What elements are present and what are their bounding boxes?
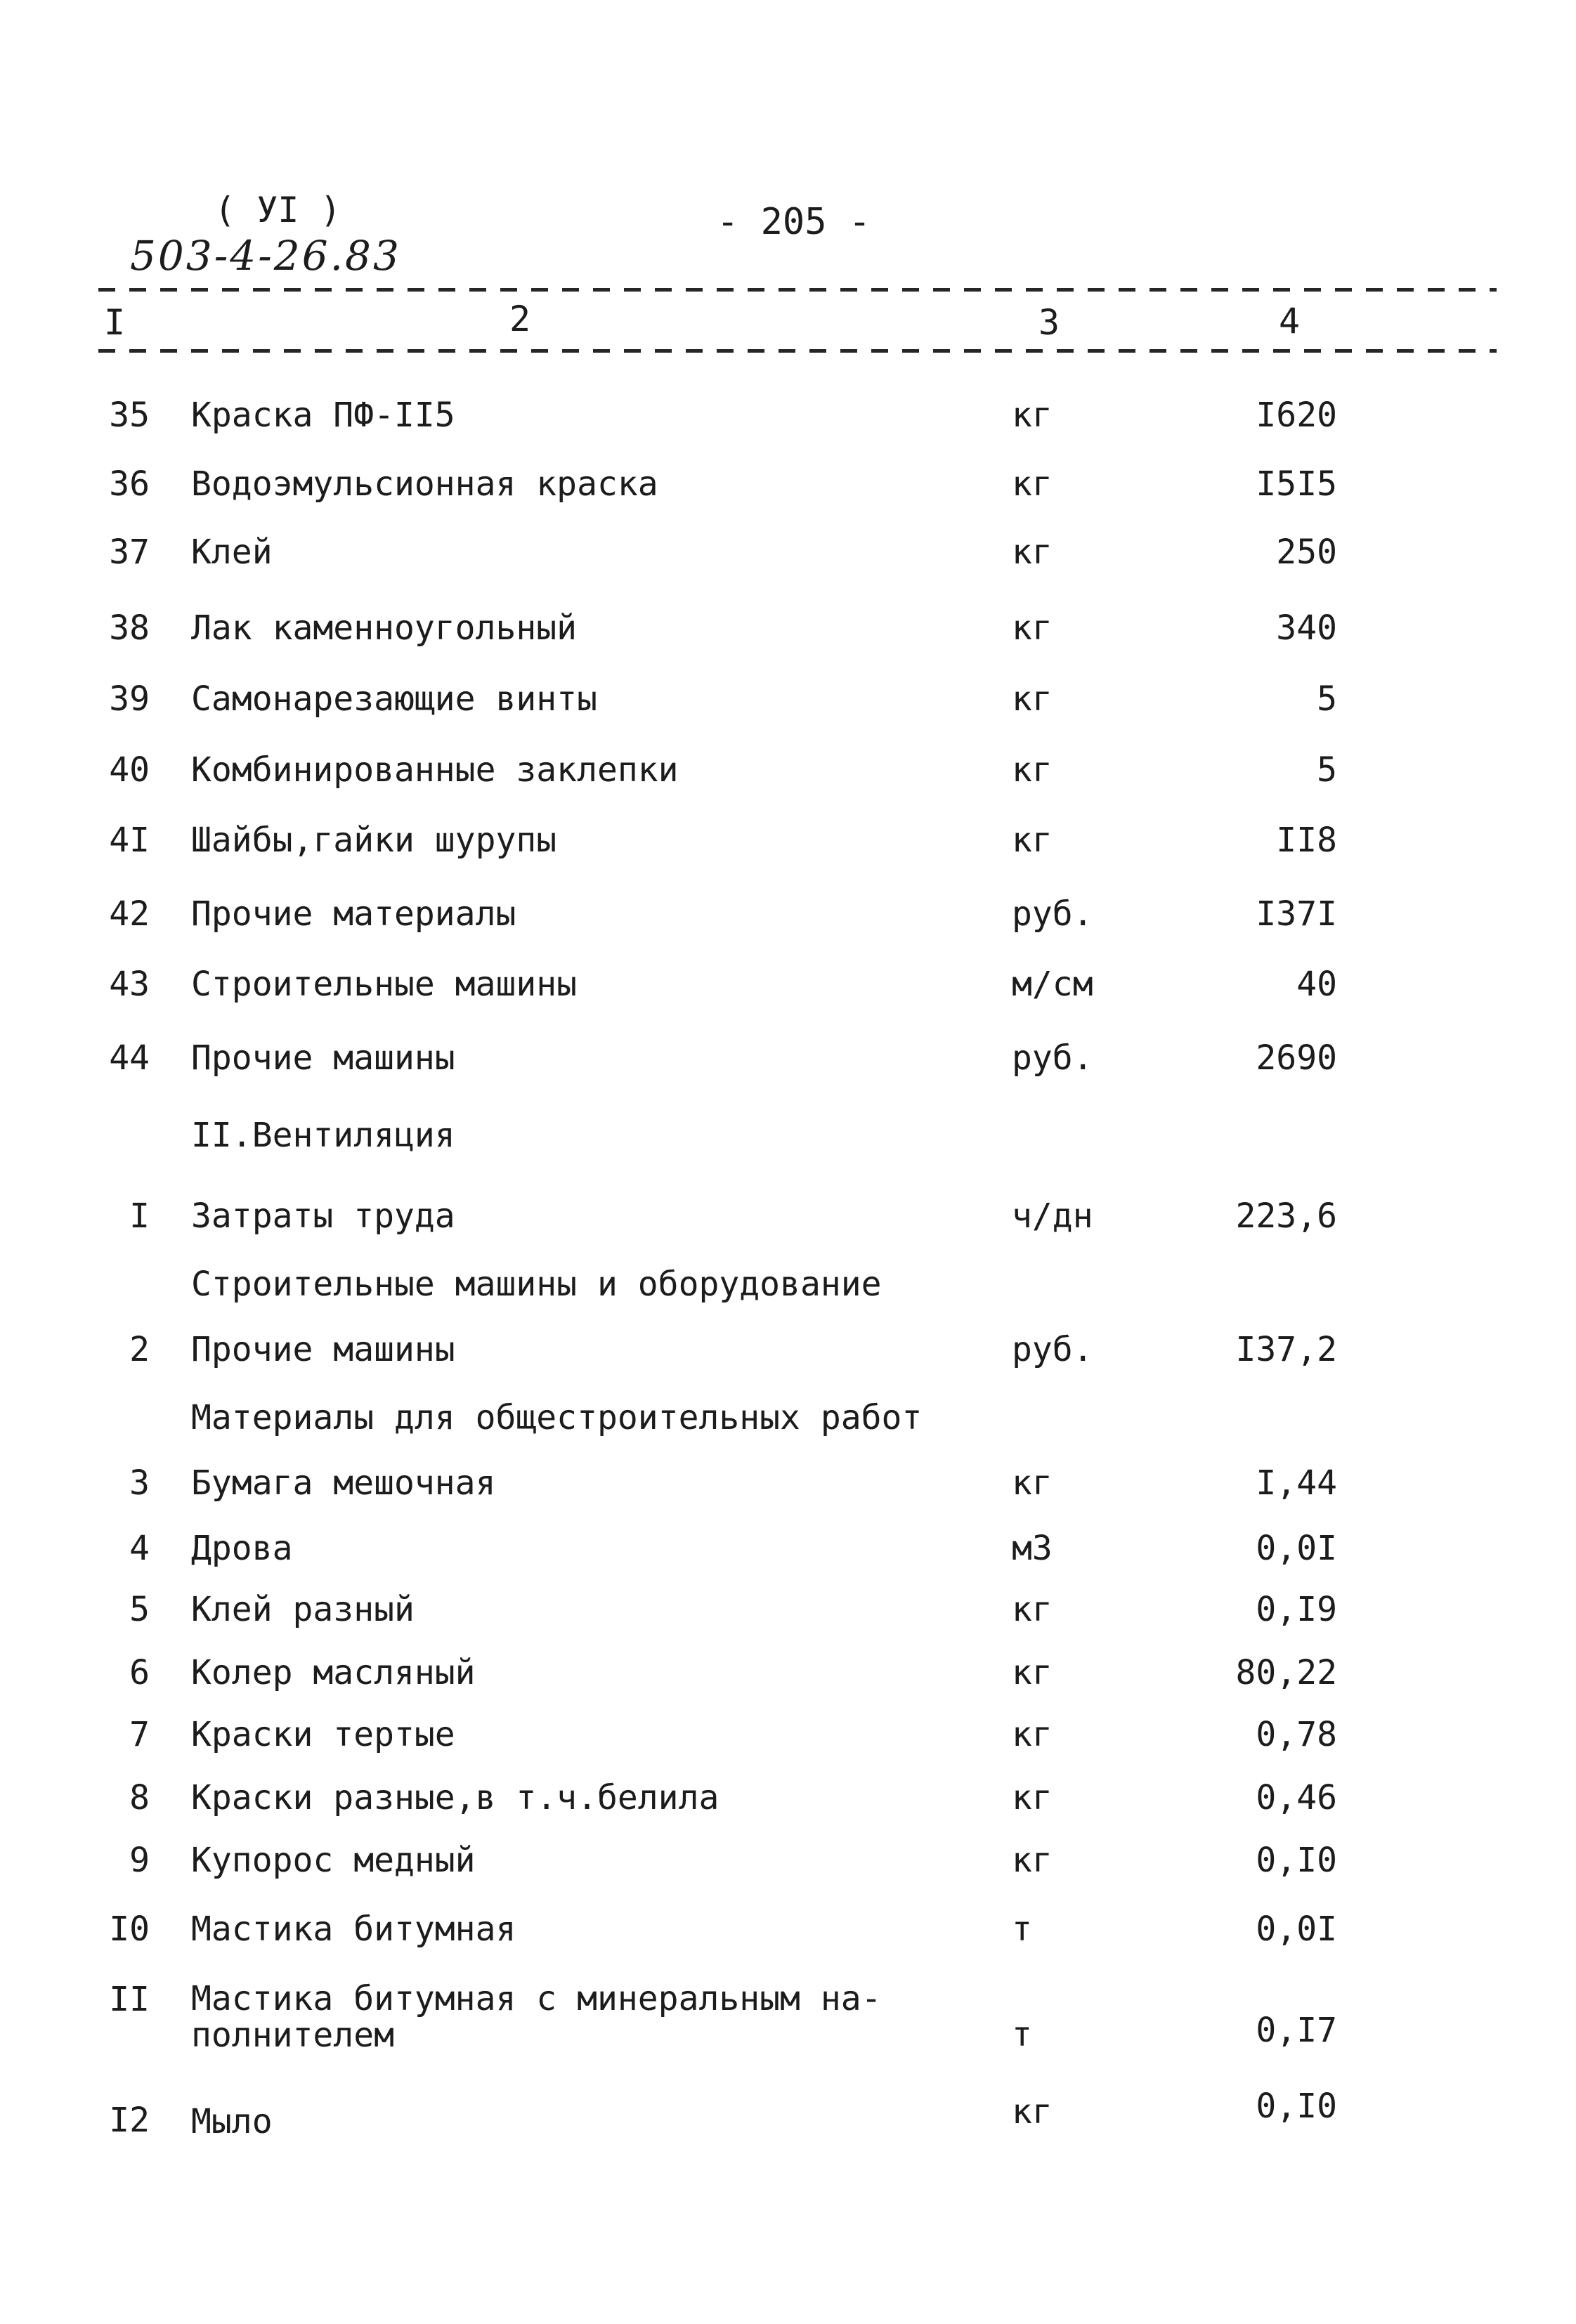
table-row bbox=[0, 1465, 1576, 1521]
row-unit: кг bbox=[1012, 750, 1053, 790]
table-row bbox=[0, 1842, 1576, 1898]
row-unit: т bbox=[1012, 1910, 1032, 1949]
row-quantity: I620 bbox=[1256, 396, 1337, 435]
row-quantity: 0,46 bbox=[1256, 1778, 1337, 1817]
row-name: Затраты труда bbox=[191, 1196, 455, 1236]
series-code: 503-4-26.83 bbox=[130, 232, 401, 280]
table-row bbox=[0, 1716, 1576, 1773]
row-quantity: 223,6 bbox=[1235, 1196, 1337, 1236]
row-number: 42 bbox=[109, 894, 150, 934]
row-name: Бумага мешочная bbox=[191, 1463, 496, 1503]
row-name: Самонарезающие винты bbox=[191, 679, 597, 719]
section-heading-materials: Материалы для общестроительных работ bbox=[191, 1398, 923, 1437]
row-name: Краска ПФ-II5 bbox=[191, 396, 455, 435]
table-row bbox=[0, 1530, 1576, 1586]
section-heading-ventilation: II.Вентиляция bbox=[191, 1116, 455, 1155]
row-number: 37 bbox=[109, 533, 150, 572]
table-row bbox=[0, 397, 1576, 453]
row-name: Краски тертые bbox=[191, 1715, 455, 1754]
row-name: Купорос медный bbox=[191, 1841, 476, 1880]
row-number: II bbox=[109, 1980, 150, 2019]
row-unit: м/см bbox=[1012, 965, 1093, 1004]
table-row bbox=[0, 1040, 1576, 1096]
row-unit: кг bbox=[1012, 464, 1053, 504]
row-number: I bbox=[129, 1196, 150, 1236]
row-name: Прочие машины bbox=[191, 1330, 455, 1369]
table-row bbox=[0, 1331, 1576, 1388]
row-number: 3 bbox=[129, 1463, 150, 1503]
column-header-4: 4 bbox=[1279, 301, 1301, 341]
table-row bbox=[0, 681, 1576, 737]
row-number: 35 bbox=[109, 396, 150, 435]
column-header-1: I bbox=[104, 302, 126, 343]
column-header-3: 3 bbox=[1038, 302, 1060, 343]
row-unit: руб. bbox=[1012, 1038, 1093, 1078]
header-rule-bottom bbox=[98, 349, 1497, 353]
row-quantity: I,44 bbox=[1256, 1463, 1337, 1503]
row-number: I0 bbox=[109, 1910, 150, 1949]
row-name-line-1: Мастика битумная с минеральным на- bbox=[191, 1979, 882, 2018]
row-number: 38 bbox=[109, 608, 150, 648]
page-number: - 205 - bbox=[717, 201, 871, 243]
row-unit: кг bbox=[1012, 679, 1053, 719]
row-unit: кг bbox=[1012, 1653, 1053, 1692]
row-unit: руб. bbox=[1012, 894, 1093, 934]
row-unit: кг bbox=[1012, 1590, 1053, 1629]
row-unit: кг bbox=[1012, 533, 1053, 572]
row-name: Дрова bbox=[191, 1529, 293, 1568]
section-heading-machines: Строительные машины и оборудование bbox=[191, 1265, 882, 1304]
row-unit: кг bbox=[1012, 2092, 1053, 2132]
row-quantity: II8 bbox=[1276, 821, 1337, 860]
row-quantity: I37,2 bbox=[1235, 1330, 1337, 1369]
table-row bbox=[0, 2087, 1576, 2150]
row-number: 8 bbox=[129, 1778, 150, 1817]
row-number: 2 bbox=[129, 1330, 150, 1369]
row-name: Прочие машины bbox=[191, 1038, 455, 1078]
row-quantity: 0,I7 bbox=[1256, 2011, 1337, 2050]
row-quantity: 5 bbox=[1317, 679, 1337, 719]
row-name: Мастика битумная bbox=[191, 1910, 516, 1949]
row-number: 43 bbox=[109, 965, 150, 1004]
row-name: Шайбы,гайки шурупы bbox=[191, 821, 557, 860]
row-name: Строительные машины bbox=[191, 965, 578, 1004]
row-quantity: 0,0I bbox=[1256, 1910, 1337, 1949]
row-number: 7 bbox=[129, 1715, 150, 1754]
row-quantity: 0,I0 bbox=[1256, 2087, 1337, 2126]
row-unit: кг bbox=[1012, 1715, 1053, 1754]
row-name: Краски разные,в т.ч.белила bbox=[191, 1778, 719, 1817]
row-name: Клей bbox=[191, 533, 273, 572]
row-quantity: I37I bbox=[1256, 894, 1337, 934]
row-name: Мыло bbox=[191, 2102, 273, 2141]
table-row bbox=[0, 1198, 1576, 1254]
row-name: Комбинированные заклепки bbox=[191, 750, 679, 790]
row-number: 5 bbox=[129, 1590, 150, 1629]
row-unit: кг bbox=[1012, 821, 1053, 860]
row-quantity: 40 bbox=[1296, 965, 1337, 1004]
row-number: 36 bbox=[109, 464, 150, 504]
row-unit: кг bbox=[1012, 396, 1053, 435]
table-row bbox=[0, 1591, 1576, 1647]
table-row bbox=[0, 1780, 1576, 1836]
table-row bbox=[0, 822, 1576, 878]
table-row bbox=[0, 1654, 1576, 1711]
row-number: 44 bbox=[109, 1038, 150, 1078]
row-unit: ч/дн bbox=[1012, 1196, 1093, 1236]
column-header-2: 2 bbox=[509, 299, 531, 339]
row-unit: кг bbox=[1012, 1463, 1053, 1503]
row-name-line-2: полнителем bbox=[191, 2016, 394, 2055]
table-row bbox=[0, 752, 1576, 808]
row-number: 4I bbox=[109, 821, 150, 860]
row-number: 40 bbox=[109, 750, 150, 790]
row-quantity: 0,0I bbox=[1256, 1529, 1337, 1568]
row-number: I2 bbox=[109, 2101, 150, 2140]
row-name: Клей разный bbox=[191, 1590, 415, 1629]
row-quantity: 250 bbox=[1276, 533, 1337, 572]
row-unit: кг bbox=[1012, 608, 1053, 648]
row-unit: кг bbox=[1012, 1841, 1053, 1880]
row-quantity: 80,22 bbox=[1235, 1653, 1337, 1692]
row-unit: т bbox=[1012, 2015, 1032, 2054]
table-row bbox=[0, 466, 1576, 522]
row-quantity: 0,I9 bbox=[1256, 1590, 1337, 1629]
row-number: 9 bbox=[129, 1841, 150, 1880]
row-name: Колер масляный bbox=[191, 1653, 476, 1692]
table-row bbox=[0, 1981, 1576, 2080]
row-quantity: I5I5 bbox=[1256, 464, 1337, 504]
row-quantity: 2690 bbox=[1256, 1038, 1337, 1078]
table-row bbox=[0, 610, 1576, 666]
row-name: Водоэмульсионная краска bbox=[191, 464, 658, 504]
row-unit: руб. bbox=[1012, 1330, 1093, 1369]
row-unit: кг bbox=[1012, 1778, 1053, 1817]
row-quantity: 0,I0 bbox=[1256, 1841, 1337, 1880]
row-number: 39 bbox=[109, 679, 150, 719]
row-quantity: 0,78 bbox=[1256, 1715, 1337, 1754]
table-row bbox=[0, 966, 1576, 1022]
table-row bbox=[0, 534, 1576, 590]
row-name: Прочие материалы bbox=[191, 894, 516, 934]
table-row bbox=[0, 1911, 1576, 1967]
row-number: 6 bbox=[129, 1653, 150, 1692]
chapter-number: ( УI ) bbox=[214, 190, 341, 230]
row-unit: м3 bbox=[1012, 1529, 1053, 1568]
row-quantity: 340 bbox=[1276, 608, 1337, 648]
table-row bbox=[0, 896, 1576, 952]
header-rule-top bbox=[98, 288, 1497, 292]
row-quantity: 5 bbox=[1317, 750, 1337, 790]
row-name: Лак каменноугольный bbox=[191, 608, 578, 648]
row-number: 4 bbox=[129, 1529, 150, 1568]
